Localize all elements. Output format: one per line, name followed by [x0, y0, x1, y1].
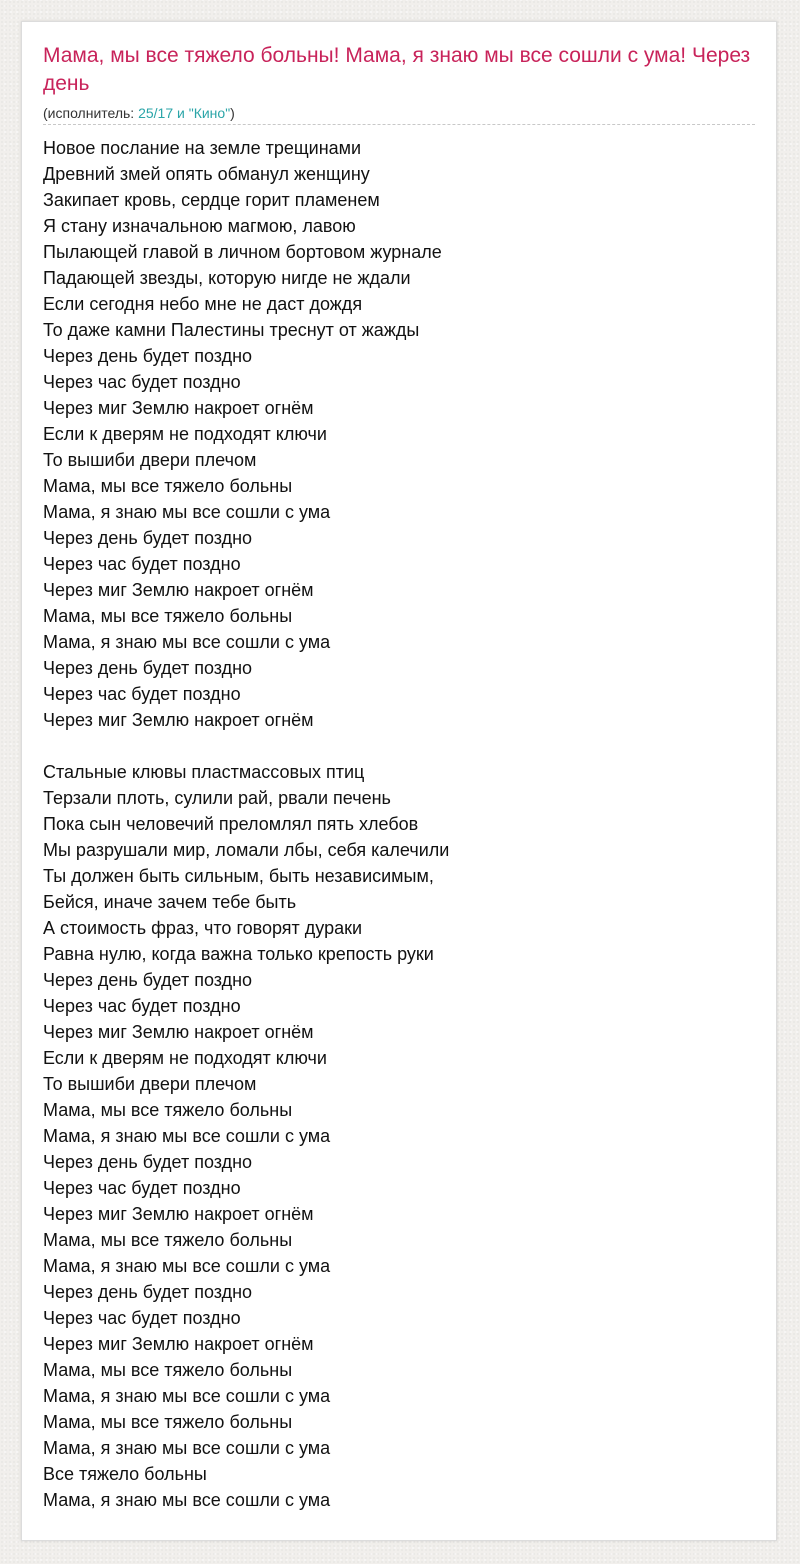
lyric-line: Если к дверям не подходят ключи [43, 424, 327, 444]
lyric-line: Мама, я знаю мы все сошли с ума [43, 502, 331, 522]
lyric-line: Через час будет поздно [43, 1308, 241, 1328]
title-divider [43, 124, 755, 125]
lyric-line: Терзали плоть, сулили рай, рвали печень [43, 788, 391, 808]
lyric-line: Через миг Землю накроет огнём [43, 580, 314, 600]
lyric-line: Мама, я знаю мы все сошли с ума [43, 1438, 331, 1458]
lyric-line: Мама, мы все тяжело больны [43, 1100, 293, 1120]
stanza-break [43, 733, 755, 759]
lyric-line: Через миг Землю накроет огнём [43, 398, 314, 418]
lyric-line: Стальные клювы пластмассовых птиц [43, 762, 365, 782]
lyric-line: Древний змей опять обманул женщину [43, 164, 370, 184]
lyric-line: То вышиби двери плечом [43, 450, 257, 470]
lyric-line: Через час будет поздно [43, 554, 241, 574]
lyric-line: Через миг Землю накроет огнём [43, 1022, 314, 1042]
lyric-line: Через день будет поздно [43, 658, 253, 678]
lyric-line: Через день будет поздно [43, 970, 253, 990]
lyric-line: Мама, я знаю мы все сошли с ума [43, 1490, 331, 1510]
lyric-line: Мама, я знаю мы все сошли с ума [43, 632, 331, 652]
artist-suffix: ) [230, 105, 235, 121]
lyric-line: Мы разрушали мир, ломали лбы, себя калечили [43, 840, 450, 860]
lyric-line: Ты должен быть сильным, быть независимым, [43, 866, 434, 886]
lyrics-card [21, 21, 777, 1541]
lyric-line: Через миг Землю накроет огнём [43, 710, 314, 730]
lyric-line: То даже камни Палестины треснут от жажды [43, 320, 420, 340]
song-title: Мама, мы все тяжело больны! Мама, я знаю мы все сошли с ума! Через день [43, 44, 751, 95]
lyric-line: Мама, я знаю мы все сошли с ума [43, 1386, 331, 1406]
lyric-line: Если к дверям не подходят ключи [43, 1048, 327, 1068]
lyric-line: То вышиби двери плечом [43, 1074, 257, 1094]
lyric-line: Через час будет поздно [43, 684, 241, 704]
lyric-line: Через час будет поздно [43, 996, 241, 1016]
lyric-line: А стоимость фраз, что говорят дураки [43, 918, 363, 938]
lyrics-body [43, 135, 755, 1513]
lyric-line: Через день будет поздно [43, 1152, 253, 1172]
lyric-line: Через час будет поздно [43, 372, 241, 392]
lyric-line: Через миг Землю накроет огнём [43, 1204, 314, 1224]
lyric-line: Через день будет поздно [43, 1282, 253, 1302]
lyric-line: Бейся, иначе зачем тебе быть [43, 892, 297, 912]
lyric-line: Мама, мы все тяжело больны [43, 1412, 293, 1432]
lyric-line: Падающей звезды, которую нигде не ждали [43, 268, 411, 288]
lyric-line: Через день будет поздно [43, 346, 253, 366]
lyric-line: Через час будет поздно [43, 1178, 241, 1198]
lyric-line: Если сегодня небо мне не даст дождя [43, 294, 363, 314]
lyric-line: Пылающей главой в личном бортовом журнале [43, 242, 442, 262]
artist-prefix: (исполнитель: [43, 105, 139, 121]
lyric-line: Равна нулю, когда важна только крепость руки [43, 944, 434, 964]
lyric-line: Через день будет поздно [43, 528, 253, 548]
lyric-line: Мама, мы все тяжело больны [43, 606, 293, 626]
lyric-line: Мама, мы все тяжело больны [43, 1230, 293, 1250]
lyric-line: Мама, мы все тяжело больны [43, 1360, 293, 1380]
lyric-line: Я стану изначальною магмою, лавою [43, 216, 356, 236]
lyric-line: Все тяжело больны [43, 1464, 207, 1484]
lyric-line: Новое послание на земле трещинами [43, 138, 362, 158]
lyric-line: Мама, я знаю мы все сошли с ума [43, 1126, 331, 1146]
artist-link[interactable]: 25/17 и "Кино" [138, 105, 231, 121]
artist-line [43, 104, 235, 122]
lyric-line: Мама, мы все тяжело больны [43, 476, 293, 496]
lyric-line: Мама, я знаю мы все сошли с ума [43, 1256, 331, 1276]
lyric-line: Через миг Землю накроет огнём [43, 1334, 314, 1354]
lyric-line: Закипает кровь, сердце горит пламенем [43, 190, 380, 210]
lyric-line: Пока сын человечий преломлял пять хлебов [43, 814, 419, 834]
